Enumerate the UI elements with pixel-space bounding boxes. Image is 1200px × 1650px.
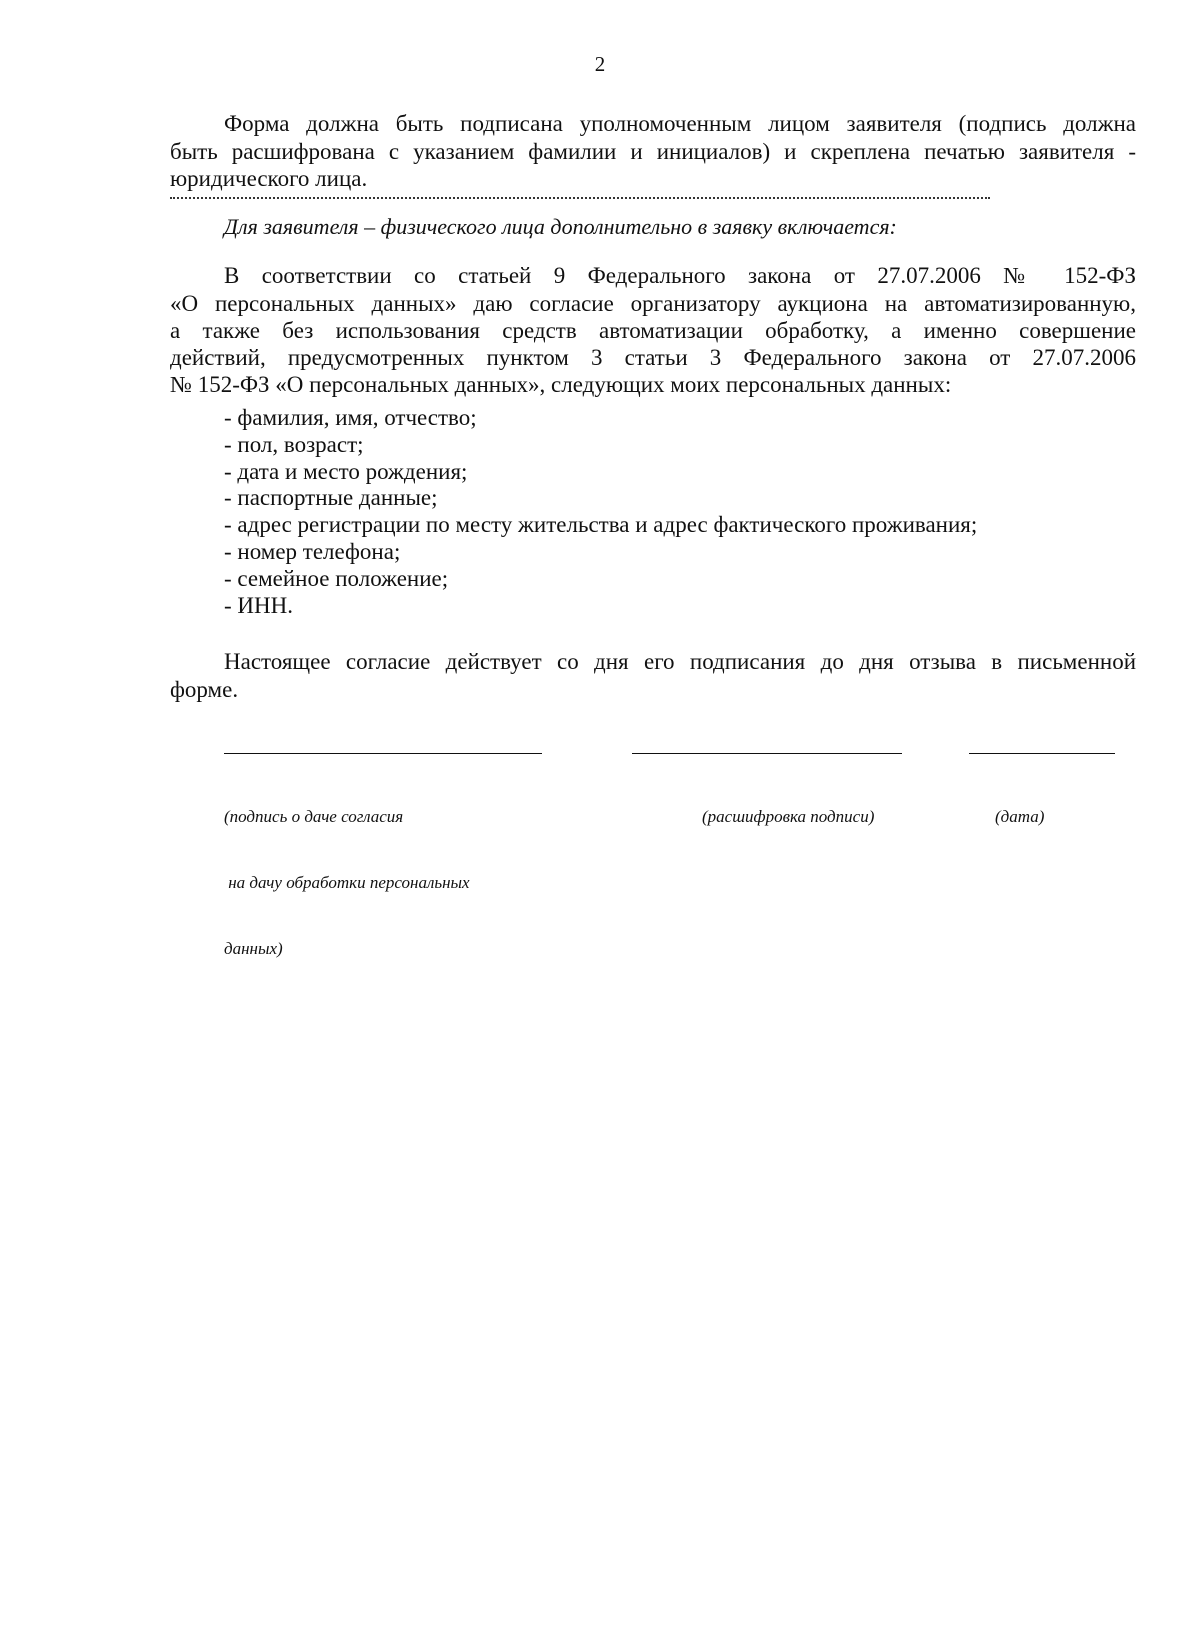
transcript-line (632, 753, 902, 754)
individual-applicant-note: Для заявителя – физического лица дополнительно в заявку включается: (224, 214, 897, 239)
list-item: - пол, возраст; (224, 431, 364, 457)
validity-paragraph (170, 648, 1136, 676)
page-number: 2 (594, 52, 606, 76)
validity-paragraph-continued (170, 676, 1136, 704)
list-item: - дата и место рождения; (224, 458, 468, 484)
intro-paragraph-continued (170, 138, 1136, 193)
list-item: - номер телефона; (224, 538, 401, 564)
signature-caption (224, 762, 470, 982)
consent-line: В соответствии со статьей 9 Федерального закона от 27.07.2006 № 152-ФЗ (224, 263, 1136, 288)
consent-paragraph-continued (170, 290, 1136, 398)
consent-line: действий, предусмотренных пунктом 3 статьи 3 Федерального закона от 27.07.2006 (170, 344, 1136, 370)
dotted-separator (170, 197, 990, 199)
consent-paragraph (170, 262, 1136, 290)
consent-line: № 152-ФЗ «О персональных данных», следующих моих персональных данных: (170, 371, 952, 397)
date-line (969, 753, 1115, 754)
date-caption: (дата) (995, 807, 1045, 826)
consent-line: «О персональных данных» даю согласие организатору аукциона на автоматизированную, (170, 290, 1136, 316)
list-item: - фамилия, имя, отчество; (224, 405, 477, 430)
list-item: - ИНН. (224, 592, 293, 618)
signature-line (224, 753, 542, 754)
list-item: - паспортные данные; (224, 485, 438, 511)
signature-caption-line: данных) (224, 939, 283, 958)
intro-line: юридического лица. (170, 166, 368, 191)
intro-line: быть расшифрована с указанием фамилии и инициалов) и скреплена печатью заявителя - (170, 138, 1136, 164)
intro-line: Форма должна быть подписана уполномоченным лицом заявителя (подпись должна (224, 111, 1136, 136)
list-item: - адрес регистрации по месту жительства и адрес фактического проживания; (224, 512, 978, 538)
intro-paragraph (170, 110, 1136, 138)
consent-line: а также без использования средств автоматизации обработку, а именно совершение (170, 317, 1136, 343)
personal-data-list (224, 405, 977, 619)
signature-caption-line: (подпись о даче согласия (224, 807, 404, 826)
transcript-caption: (расшифровка подписи) (702, 807, 875, 826)
list-item: - семейное положение; (224, 565, 449, 591)
validity-line: Настоящее согласие действует со дня его подписания до дня отзыва в письменной (224, 649, 1136, 674)
signature-caption-line: на дачу обработки персональных (224, 873, 470, 892)
validity-line: форме. (170, 676, 239, 702)
